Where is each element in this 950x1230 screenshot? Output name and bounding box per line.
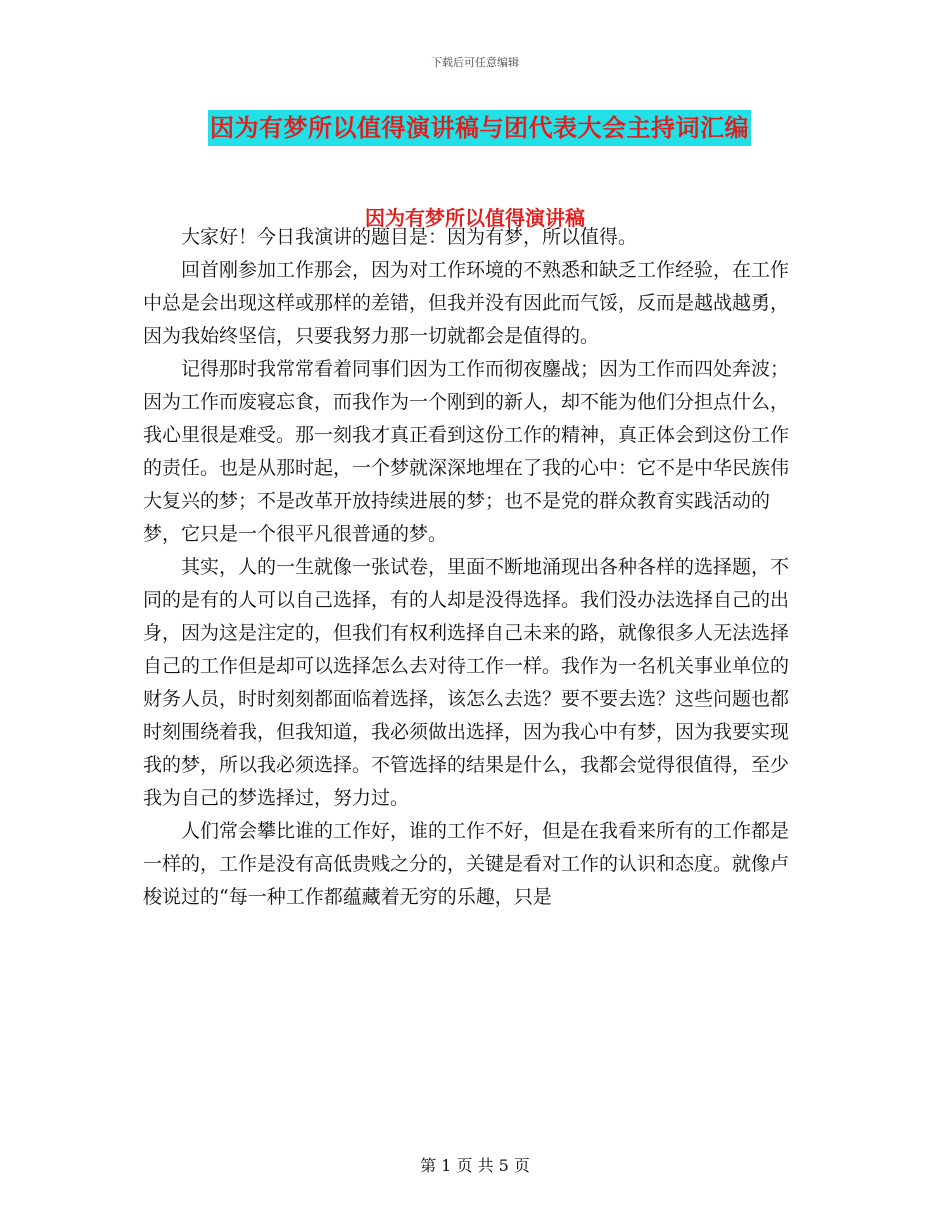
section-title: 因为有梦所以值得演讲稿 xyxy=(365,206,585,230)
paragraph-2: 回首刚参加工作那会，因为对工作环境的不熟悉和缺乏工作经验，在工作中总是会出现这样或那样的差错，但我并没有因此而气馁，反而是越战越勇，因为我始终坚信，只要我努力那一切就都会是值得的。 xyxy=(143,259,790,347)
paragraph-5: 人们常会攀比谁的工作好，谁的工作不好，但是在我看来所有的工作都是一样的，工作是没有高低贵贱之分的，关键是看对工作的认识和态度。就像卢梭说过的“每一种工作都蕴藏着无穷的乐趣，只是 xyxy=(143,820,790,908)
header-note: 下载后可任意编辑 xyxy=(431,56,519,69)
paragraph-1: 大家好！今日我演讲的题目是：因为有梦，所以值得。 xyxy=(181,226,638,248)
paragraph-4: 其实，人的一生就像一张试卷，里面不断地涌现出各种各样的选择题，不同的是有的人可以自己选择，有的人却是没得选择。我们没办法选择自己的出身，因为这是注定的，但我们有权利选择自己未来的路，就像很多人无法选择自己的工作但是却可以选择怎么去对待工作一样。我作为一名机关事业单位的财务人员，时时刻刻都面临着选择，该怎么去选？要不要去选？这些问题也都时刻围绕着我，但我知道，我必须做出选择，因为我心中有梦，因为我要实现我的梦，所以我必须选择。不管选择的结果是什么，我都会觉得很值得，至少我为自己的梦选择过，努力过。 xyxy=(143,556,790,809)
paragraph-3: 记得那时我常常看着同事们因为工作而彻夜鏖战；因为工作而四处奔波；因为工作而废寝忘食，而我作为一个刚到的新人，却不能为他们分担点什么，我心里很是难受。那一刻我才真正看到这份工作的精神，真正体会到这份工作的责任。也是从那时起，一个梦就深深地埋在了我的心中：它不是中华民族伟大复兴的梦；不是改革开放持续进展的梦；也不是党的群众教育实践活动的梦，它只是一个很平凡很普通的梦。 xyxy=(143,358,790,545)
body-text xyxy=(143,221,799,914)
document-title: 因为有梦所以值得演讲稿与团代表大会主持词汇编 xyxy=(208,110,751,146)
page-footer: 第 1 页 共 5 页 xyxy=(420,1156,530,1175)
